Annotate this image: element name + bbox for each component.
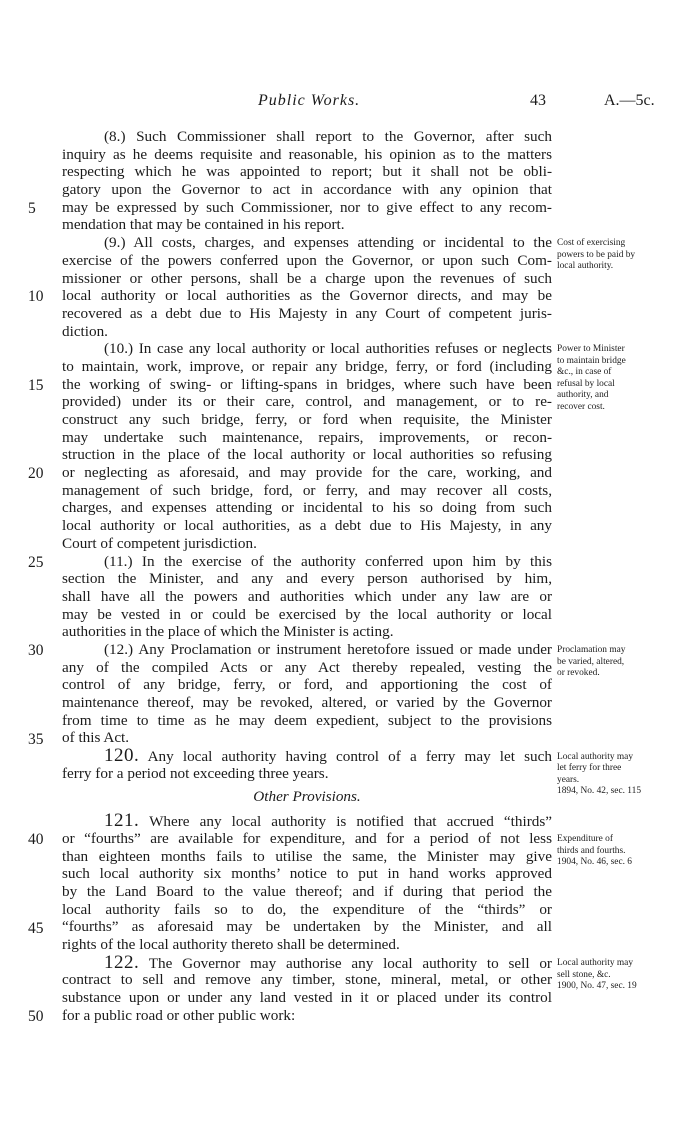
text-line [62, 163, 552, 181]
margin-note-line: or revoked. [557, 668, 600, 679]
text-line [62, 128, 552, 146]
text-line [62, 482, 552, 500]
text-line-content: (8.) Such Commissioner shall report to the Governor, after such [104, 128, 552, 145]
text-line [62, 848, 552, 866]
margin-note-line: Power to Minister [557, 344, 625, 355]
margin-note-line: Cost of exercising [557, 238, 626, 249]
text-line-content: mendation that may be contained in his report. [62, 216, 345, 234]
text-line-content: Court of competent jurisdiction. [62, 534, 257, 552]
text-line [62, 951, 552, 973]
text-line [62, 429, 552, 447]
text-line-content: contract to sell and remove any timber, stone, mineral, metal, or other [62, 971, 552, 989]
text-line-content: Other Provisions. [253, 788, 361, 806]
text-line [62, 287, 552, 305]
text-line-content: “fourths” as aforesaid may be undertaken by the Minister, and all [62, 918, 552, 936]
text-line [62, 358, 552, 376]
margin-note-line: thirds and fourths. [557, 845, 626, 856]
text-line [62, 606, 552, 624]
margin-note [557, 834, 695, 869]
margin-note-line: Local authority may [557, 958, 634, 969]
text-line [62, 340, 552, 358]
text-line-content: may be vested in or could be exercised by the local authority or local [62, 605, 552, 623]
line-number: 45 [28, 919, 44, 937]
margin-note-line: Proclamation may [557, 645, 626, 656]
text-line-content: local authority fails so to do, the expenditure of the “thirds” or [62, 900, 552, 918]
text-line-content: authorities in the place of which the Minister is acting. [62, 623, 394, 641]
text-line-content: (12.) Any Proclamation or instrument heretofore issued or made under [104, 640, 552, 658]
margin-note-line: &c., in case of [557, 367, 612, 378]
text-line-content: than eighteen months fails to utilise the same, the Minister may give [62, 847, 552, 865]
text-line-content: from time to time as he may deem expedient, subject to the provisions [62, 711, 552, 729]
text-line [62, 553, 552, 571]
text-line-content: control of any bridge, ferry, or ford, and apportioning the cost of [62, 676, 552, 694]
line-number: 15 [28, 376, 44, 394]
text-line-content: (10.) In case any local authority or local authorities refuses or neglects [104, 340, 552, 358]
text-line [62, 216, 552, 234]
line-number: 5 [28, 199, 36, 217]
text-line [62, 659, 552, 677]
margin-note-line: be varied, altered, [557, 656, 625, 667]
text-line-content: struction in the place of the local authority or local authorities so refusing [62, 446, 552, 464]
text-line [62, 446, 552, 464]
text-line [62, 517, 552, 535]
statute-body-text [62, 128, 552, 1024]
text-line-content: ferry for a period not exceeding three years. [62, 764, 329, 782]
section-heading [62, 788, 552, 806]
text-line-content: charges, and expenses attending or incidental to his so doing from such [62, 499, 552, 517]
text-line-content: substance upon or under any land vested in it or placed under its control [62, 989, 552, 1006]
text-line [62, 181, 552, 199]
line-number: 20 [28, 465, 44, 483]
text-line-content: provided) under its or their care, control, and management, or to re- [62, 393, 552, 411]
text-line-content: The Governor may authorise any local authority to sell or [148, 954, 552, 972]
text-line-content: respecting which he was appointed to report; but it shall not be obli- [62, 163, 552, 181]
text-line [62, 234, 552, 252]
text-line-content: section the Minister, and any and every person authorised by him, [62, 570, 552, 588]
text-line-content: (9.) All costs, charges, and expenses attending or incidental to the [104, 234, 552, 252]
text-line-content: by the Land Board to the value thereof; and if during that period the [62, 882, 552, 900]
text-line-content: (11.) In the exercise of the authority conferred upon him by this [104, 552, 552, 570]
line-number: 25 [28, 553, 44, 571]
text-line-content: diction. [62, 322, 108, 340]
text-line [62, 270, 552, 288]
text-line [62, 641, 552, 659]
text-line-content: exercise of the powers conferred upon the Governor, or upon such Com- [62, 251, 552, 269]
text-line-content: of this Act. [62, 729, 130, 747]
text-line-content: recovered as a debt due to His Majesty in any Court of competent juris- [62, 304, 552, 322]
text-line [62, 252, 552, 270]
text-line [62, 376, 552, 394]
text-line [62, 146, 552, 164]
text-line-content: missioner or other persons, shall be a charge upon the revenues of such [62, 269, 552, 287]
page-number: 43 [530, 92, 546, 109]
margin-note [557, 958, 695, 993]
text-line [62, 971, 552, 989]
margin-note-line: 1900, No. 47, sec. 19 [557, 981, 637, 992]
text-line [62, 305, 552, 323]
margin-note-line: 1904, No. 46, sec. 6 [557, 857, 632, 868]
line-number: 30 [28, 642, 44, 660]
text-line [62, 747, 552, 765]
text-line [62, 989, 552, 1007]
text-line-content: management of such bridge, ford, or ferry, and may recover all costs, [62, 481, 552, 499]
text-line [62, 411, 552, 429]
text-line [62, 812, 552, 830]
margin-note-line: let ferry for three [557, 763, 622, 773]
text-line-content: such local authority six months’ notice to put in hand works approved [62, 865, 552, 883]
line-number: 35 [28, 730, 44, 748]
text-line [62, 535, 552, 553]
line-number: 10 [28, 288, 44, 306]
text-line-content: may be expressed by such Commissioner, nor to give effect to any recom- [62, 198, 552, 216]
text-line-content: maintenance thereof, may be revoked, altered, or varied by the Governor [62, 694, 552, 711]
margin-note-line: authority, and [557, 390, 609, 401]
margin-note [557, 344, 695, 413]
margin-note-line: 1894, No. 42, sec. 115 [557, 786, 642, 796]
text-line [62, 918, 552, 936]
margin-note-line: refusal by local [557, 378, 615, 389]
text-line [62, 765, 552, 783]
text-line [62, 676, 552, 694]
text-line-content: inquiry as he deems requisite and reasonable, his opinion as to the matters [62, 145, 552, 163]
margin-note-line: recover cost. [557, 401, 605, 412]
document-reference: A.—5c. [604, 92, 655, 109]
text-line [62, 570, 552, 588]
text-line-content: Any local authority having control of a ferry may let such [147, 748, 552, 766]
text-line-content: shall have all the powers and authorities which under any law are or [62, 587, 552, 605]
line-number: 50 [28, 1008, 44, 1026]
margin-note [557, 645, 695, 680]
text-line-content: or neglecting as aforesaid, and may provide for the care, working, and [62, 464, 552, 482]
text-line-content: or “fourths” are available for expenditure, and for a period of not less [62, 829, 552, 847]
text-line-content: any of the compiled Acts or any Act thereby repealed, vesting the [62, 658, 552, 676]
text-line [62, 694, 552, 712]
text-line-content: Where any local authority is notified that accrued “thirds” [149, 813, 552, 831]
text-line [62, 883, 552, 901]
text-line-content: construct any such bridge, ferry, or ford when requisite, the Minister [62, 411, 552, 428]
line-number: 40 [28, 831, 44, 849]
text-line [62, 199, 552, 217]
running-head-title: Public Works. [258, 92, 361, 109]
margin-note [557, 238, 695, 273]
margin-note [557, 752, 695, 798]
margin-note-line: years. [557, 774, 580, 785]
text-line-content: local authority or local authorities as the Governor directs, and may be [62, 287, 552, 305]
text-line [62, 712, 552, 730]
text-line [62, 588, 552, 606]
text-line [62, 865, 552, 883]
text-line-content: rights of the local authority thereto shall be determined. [62, 935, 400, 953]
text-line-content: local authority or local authorities, as a debt due to His Majesty, in any [62, 517, 552, 535]
margin-note-line: to maintain bridge [557, 355, 626, 366]
text-line [62, 393, 552, 411]
margin-note-line: sell stone, &c. [557, 969, 611, 980]
text-line [62, 464, 552, 482]
section-number: 120. [104, 745, 140, 767]
text-line [62, 323, 552, 341]
margin-note-line: local authority. [557, 261, 614, 272]
text-line [62, 623, 552, 641]
section-number: 122. [104, 951, 140, 973]
text-line-content: for a public road or other public work: [62, 1006, 296, 1024]
text-line [62, 499, 552, 517]
text-line-content: to maintain, work, improve, or repair any bridge, ferry, or ford (including [62, 357, 552, 375]
margin-note-line: Local authority may [557, 751, 634, 762]
text-line-content: gatory upon the Governor to act in accordance with any opinion that [62, 181, 552, 199]
text-line-content: the working of swing- or lifting-spans in bridges, where such have been [62, 375, 552, 393]
text-line [62, 901, 552, 919]
section-number: 121. [104, 810, 140, 832]
margin-note-line: Expenditure of [557, 834, 613, 845]
text-line [62, 830, 552, 848]
text-line [62, 1007, 552, 1025]
text-line-content: may undertake such maintenance, repairs, improvements, or recon- [62, 428, 552, 446]
margin-note-line: powers to be paid by [557, 249, 636, 260]
